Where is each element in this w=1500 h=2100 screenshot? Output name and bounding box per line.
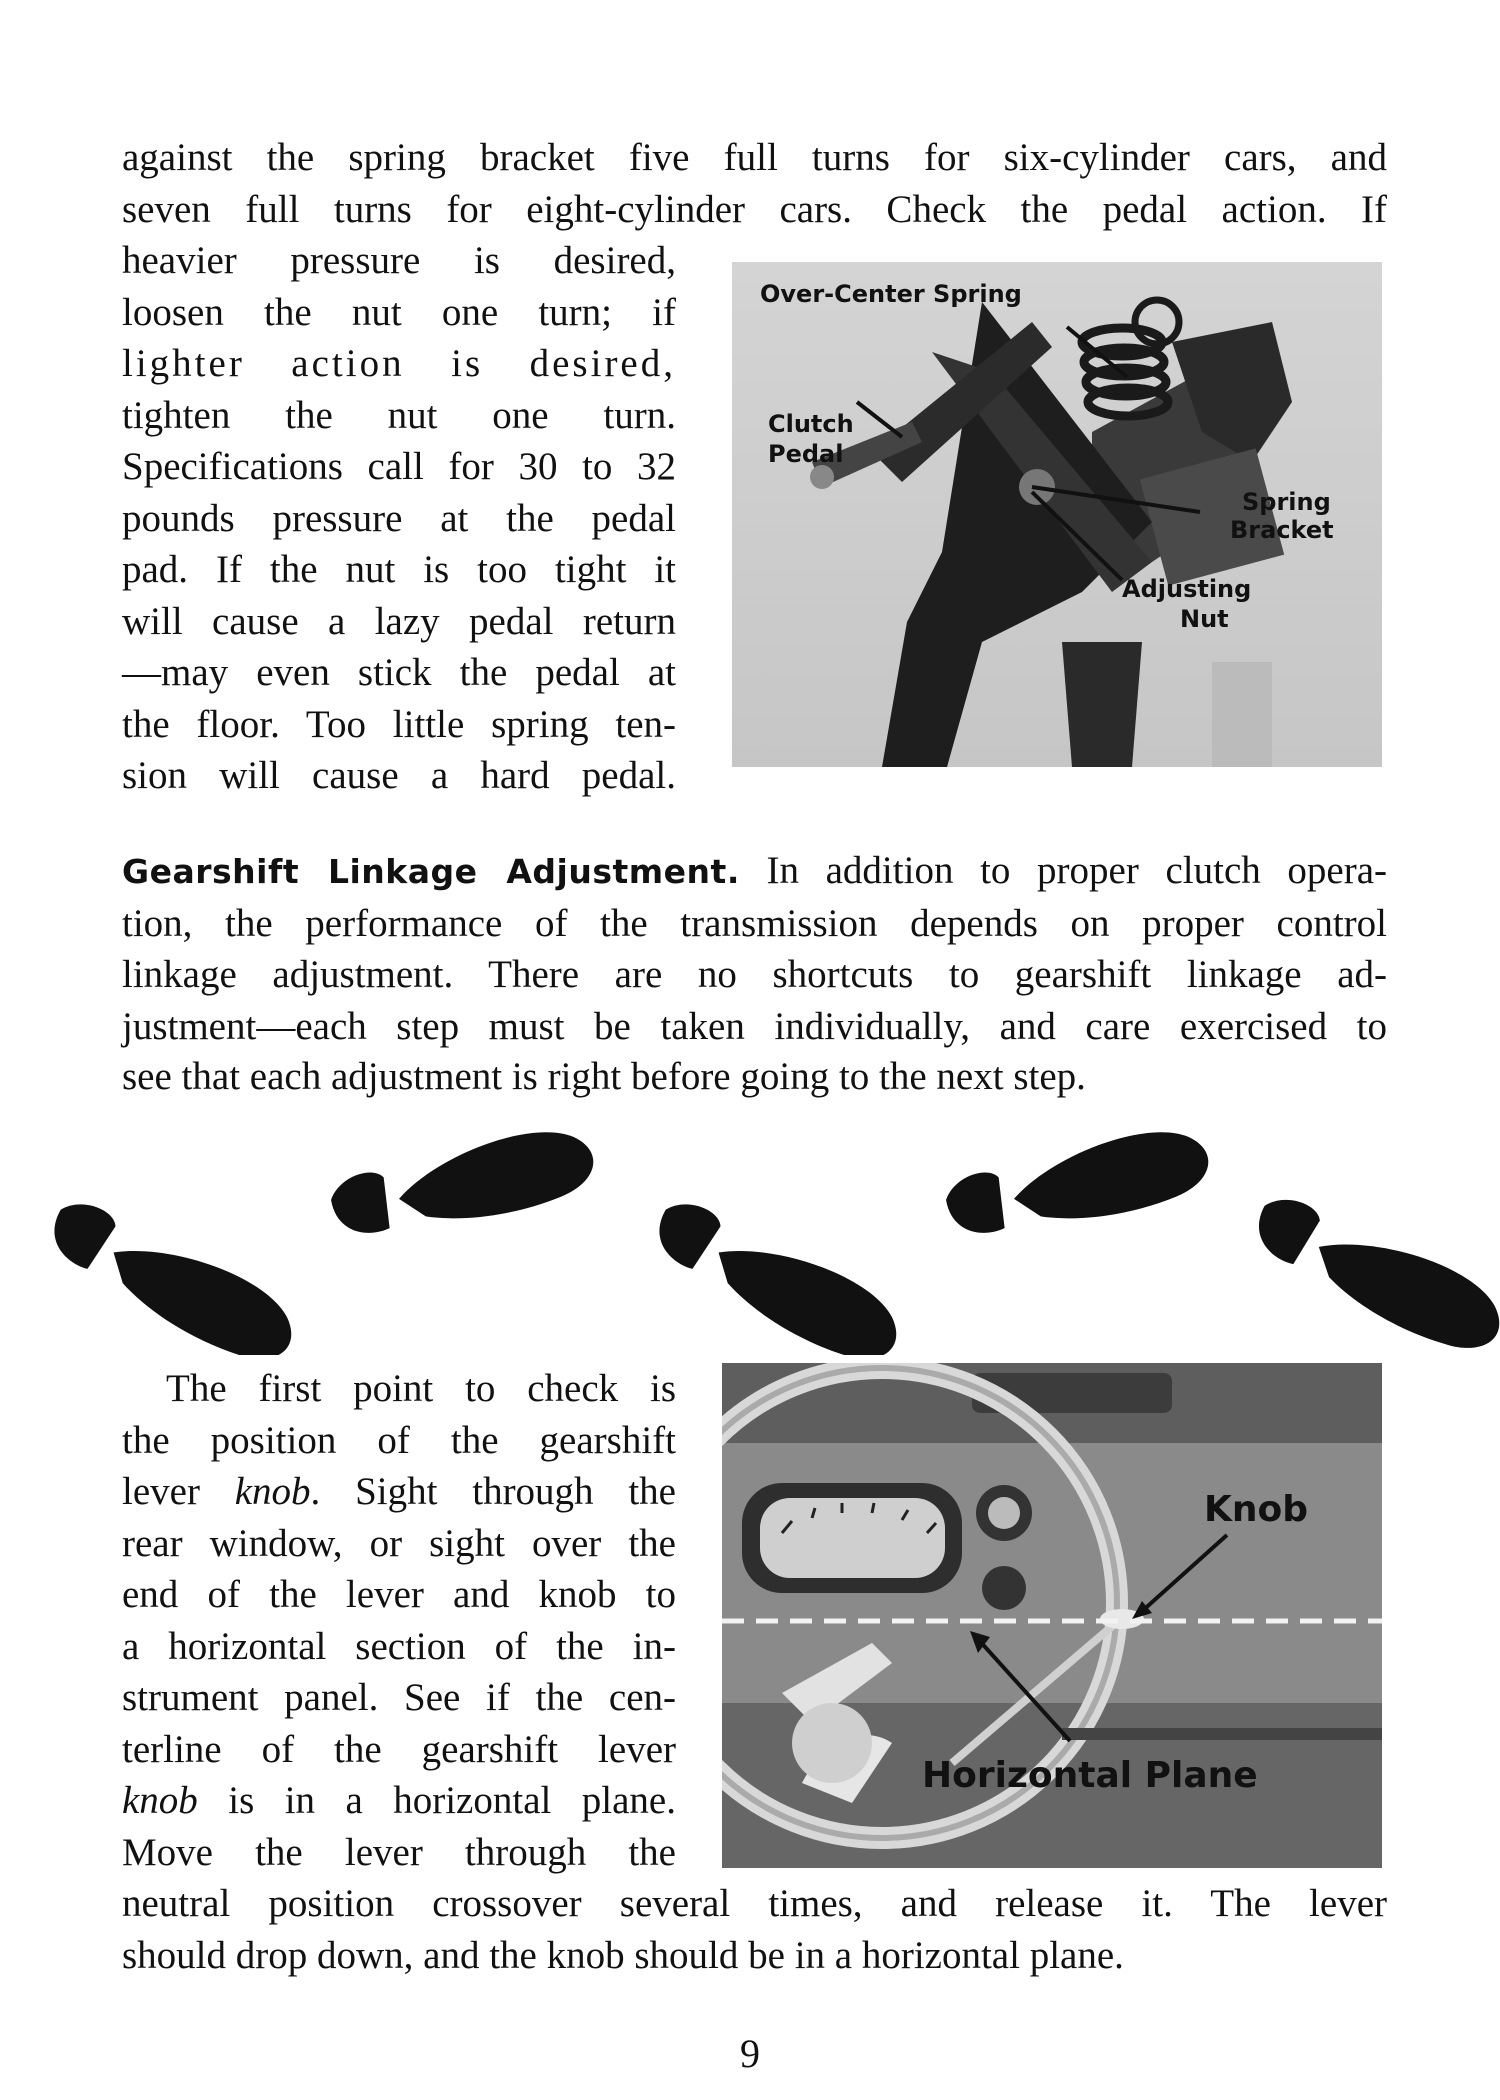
footprints-illustration bbox=[0, 1125, 1500, 1355]
text-line: Specifications call for 30 to 32 bbox=[122, 445, 676, 488]
gearshift-paragraph-last bbox=[122, 1051, 1387, 1103]
clutch-pedal-figure bbox=[732, 262, 1382, 767]
heading-line-rest: In addition to proper clutch opera- bbox=[766, 849, 1388, 892]
text-line: lighter action is desired, bbox=[122, 342, 676, 385]
text-line: seven full turns for eight-cylinder cars. Check the pedal action. If bbox=[122, 187, 1387, 231]
text-line: should drop down, and the knob should be in a horizontal plane. bbox=[122, 1933, 1124, 1977]
text-line: heavier pressure is desired, bbox=[122, 239, 676, 282]
footprint-icon bbox=[34, 1195, 309, 1355]
text-line: —may even stick the pedal at bbox=[122, 651, 676, 694]
text-line: see that each adjustment is right before going to the next step. bbox=[122, 1055, 1086, 1098]
text-line: end of the lever and knob to bbox=[122, 1573, 676, 1616]
label-spring: Spring bbox=[1242, 488, 1331, 516]
text-line: Move the lever through the bbox=[122, 1830, 676, 1874]
label-pedal: Pedal bbox=[768, 440, 844, 468]
text-line: loosen the nut one turn; if bbox=[122, 290, 676, 334]
top-paragraph-full bbox=[122, 132, 1387, 235]
label-bracket: Bracket bbox=[1230, 516, 1334, 544]
label-clutch: Clutch bbox=[768, 410, 854, 438]
dashboard-photo bbox=[722, 1363, 1382, 1868]
text-line: tighten the nut one turn. bbox=[122, 393, 676, 437]
text-line: against the spring bracket five full turns for six-cylinder cars, and bbox=[122, 136, 1387, 179]
footprint-icon bbox=[941, 1125, 1217, 1265]
top-paragraph-wrap bbox=[122, 235, 676, 802]
text-line: neutral position crossover several times, and release it. The lever bbox=[122, 1882, 1387, 1925]
text-line: sion will cause a hard pedal. bbox=[122, 754, 676, 797]
text-line: the position of the gearshift bbox=[122, 1418, 676, 1462]
text-line: strument panel. See if the cen- bbox=[122, 1676, 676, 1719]
footprint-icon bbox=[1241, 1191, 1500, 1355]
text-line: terline of the gearshift lever bbox=[122, 1727, 676, 1771]
text-line: will cause a lazy pedal return bbox=[122, 599, 676, 643]
label-horizontal-plane: Horizontal Plane bbox=[922, 1755, 1258, 1796]
text-line: rear window, or sight over the bbox=[122, 1521, 676, 1565]
text-line: linkage adjustment. There are no shortcuts to gearshift linkage ad- bbox=[122, 953, 1387, 996]
text-line: lever knob. Sight through the bbox=[122, 1470, 676, 1513]
label-over-center-spring: Over-Center Spring bbox=[760, 280, 1022, 308]
section-heading: Gearshift Linkage Adjustment. bbox=[122, 852, 740, 891]
clutch-pedal-photo bbox=[732, 262, 1382, 767]
text-line: justment—each step must be taken individually, and care exercised to bbox=[122, 1004, 1387, 1048]
dashboard-figure bbox=[722, 1363, 1382, 1868]
text-line: tion, the performance of the transmission depends on proper control bbox=[122, 901, 1387, 945]
text-line: The first point to check is bbox=[166, 1367, 676, 1410]
gearshift-paragraph bbox=[122, 845, 1387, 1052]
text-line: the floor. Too little spring ten- bbox=[122, 702, 676, 746]
lower-paragraph-wrap bbox=[122, 1363, 676, 1878]
lower-paragraph-full bbox=[122, 1878, 1387, 1981]
label-nut: Nut bbox=[1180, 605, 1229, 633]
text-line: a horizontal section of the in- bbox=[122, 1624, 676, 1668]
text-line: pad. If the nut is too tight it bbox=[122, 548, 676, 591]
page-number: 9 bbox=[740, 2031, 760, 2076]
text-line bbox=[122, 845, 1387, 898]
label-knob: Knob bbox=[1204, 1489, 1309, 1530]
text-line: pounds pressure at the pedal bbox=[122, 496, 676, 540]
text-line: knob is in a horizontal plane. bbox=[122, 1779, 676, 1822]
footprint-icon bbox=[639, 1195, 914, 1355]
footprint-icon bbox=[326, 1125, 602, 1265]
label-adjusting: Adjusting bbox=[1122, 575, 1252, 603]
